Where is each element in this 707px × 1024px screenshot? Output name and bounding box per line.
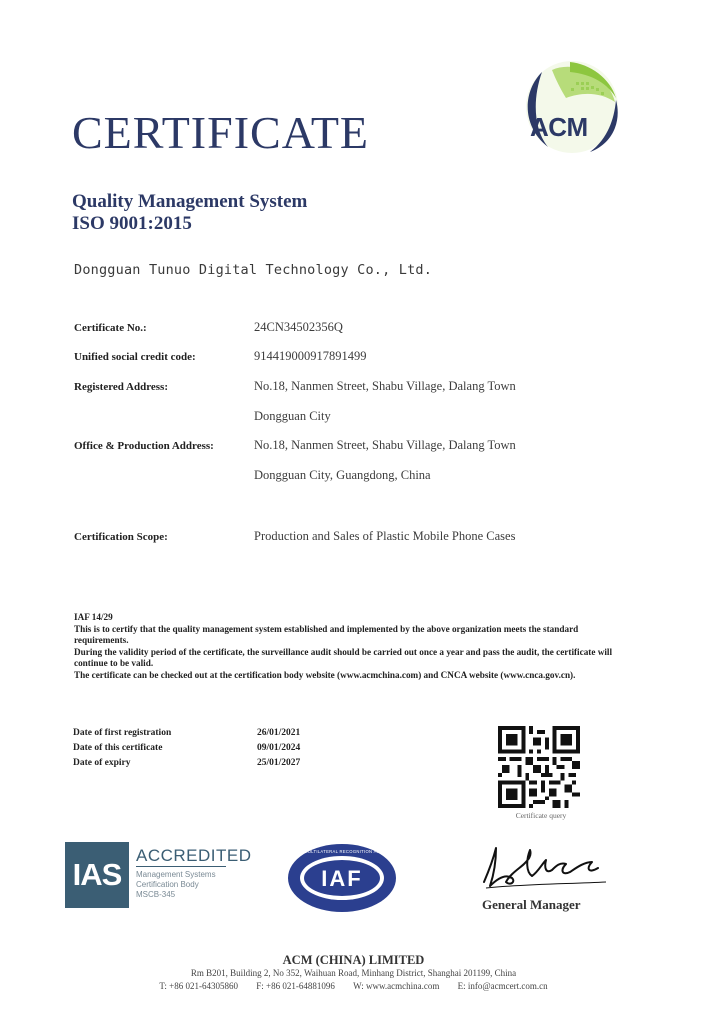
- ias-line-1: Management Systems: [136, 870, 216, 879]
- credit-code-value: 914419000917891499: [254, 349, 367, 363]
- office-address-line-1: No.18, Nanmen Street, Shabu Village, Dalang Town: [254, 438, 516, 452]
- acm-globe-icon: [512, 52, 632, 162]
- general-manager-title: General Manager: [482, 897, 581, 912]
- cert-no-value: 24CN34502356Q: [254, 320, 343, 334]
- ias-line-3: MSCB-345: [136, 890, 176, 899]
- footer-contacts: [0, 981, 707, 991]
- scope-label: Certification Scope:: [74, 531, 168, 543]
- footer-address: Rm B201, Building 2, No 352, Waihuan Road, Minhang District, Shanghai 201199, China: [190, 968, 517, 978]
- standard-name: [72, 191, 307, 235]
- signature: [476, 838, 616, 894]
- first-registration-label: Date of first registration: [73, 728, 172, 738]
- office-address-line-2: Dongguan City, Guangdong, China: [254, 468, 431, 482]
- signature-icon: [476, 838, 616, 894]
- footer-tel: T: +86 021-64305860: [159, 981, 238, 991]
- credit-code-label: Unified social credit code:: [74, 351, 196, 363]
- qr-code[interactable]: [498, 726, 580, 808]
- ias-line-2: Certification Body: [136, 880, 199, 889]
- certification-statement: [74, 612, 634, 681]
- iaf-ring-text: MEMBER OF MULTILATERAL RECOGNITION ARRANGEMENT: [274, 849, 410, 854]
- acm-logo-text: ACM: [530, 112, 588, 142]
- footer-web[interactable]: W: www.acmchina.com: [353, 981, 440, 991]
- ias-logo: IAS: [65, 842, 129, 908]
- footer-fax: F: +86 021-64881096: [256, 981, 335, 991]
- ias-underline: [136, 866, 226, 867]
- subtitle-line-2: ISO 9001:2015: [72, 213, 192, 234]
- ias-accredited: ACCREDITED: [136, 846, 252, 865]
- footer-email[interactable]: E: info@acmcert.com.cn: [457, 981, 548, 991]
- expiry-label: Date of expiry: [73, 758, 131, 768]
- registered-address-label: Registered Address:: [74, 381, 169, 393]
- company-name: Dongguan Tunuo Digital Technology Co., Ltd.: [74, 262, 433, 278]
- statement-line-3: The certificate can be checked out at the certification body website (www.acmchina.com) and CNCA website (www.cnca.gov.cn).: [74, 669, 576, 680]
- cert-no-label: Certificate No.:: [74, 322, 147, 334]
- iaf-code: IAF 14/29: [74, 612, 113, 622]
- acm-logo: [512, 52, 632, 162]
- office-address-label: Office & Production Address:: [74, 440, 214, 452]
- subtitle-line-1: Quality Management System: [72, 191, 308, 212]
- statement-line-2: During the validity period of the certificate, the surveillance audit should be carried out once a year and pass the audit, the certificate will continue to be valid.: [74, 646, 613, 668]
- iaf-mla-icon: [274, 842, 410, 914]
- this-certificate-label: Date of this certificate: [73, 743, 163, 753]
- qr-code-icon: [498, 726, 580, 808]
- first-registration-date: 26/01/2021: [257, 728, 301, 738]
- qr-caption: Certificate query: [515, 811, 567, 820]
- expiry-date: 25/01/2027: [257, 758, 301, 768]
- iaf-logo: [274, 842, 410, 914]
- registered-address-line-2: Dongguan City: [254, 409, 331, 423]
- statement-line-1: This is to certify that the quality management system established and implemented by the above organization meets the standard requirements.: [74, 623, 579, 645]
- this-certificate-date: 09/01/2024: [257, 743, 301, 753]
- registered-address-line-1: No.18, Nanmen Street, Shabu Village, Dalang Town: [254, 379, 516, 393]
- footer-company: ACM (CHINA) LIMITED: [282, 953, 425, 967]
- scope-value: Production and Sales of Plastic Mobile Phone Cases: [254, 529, 516, 543]
- iaf-center-text: IAF: [321, 866, 363, 891]
- certificate-title: CERTIFICATE: [72, 107, 370, 158]
